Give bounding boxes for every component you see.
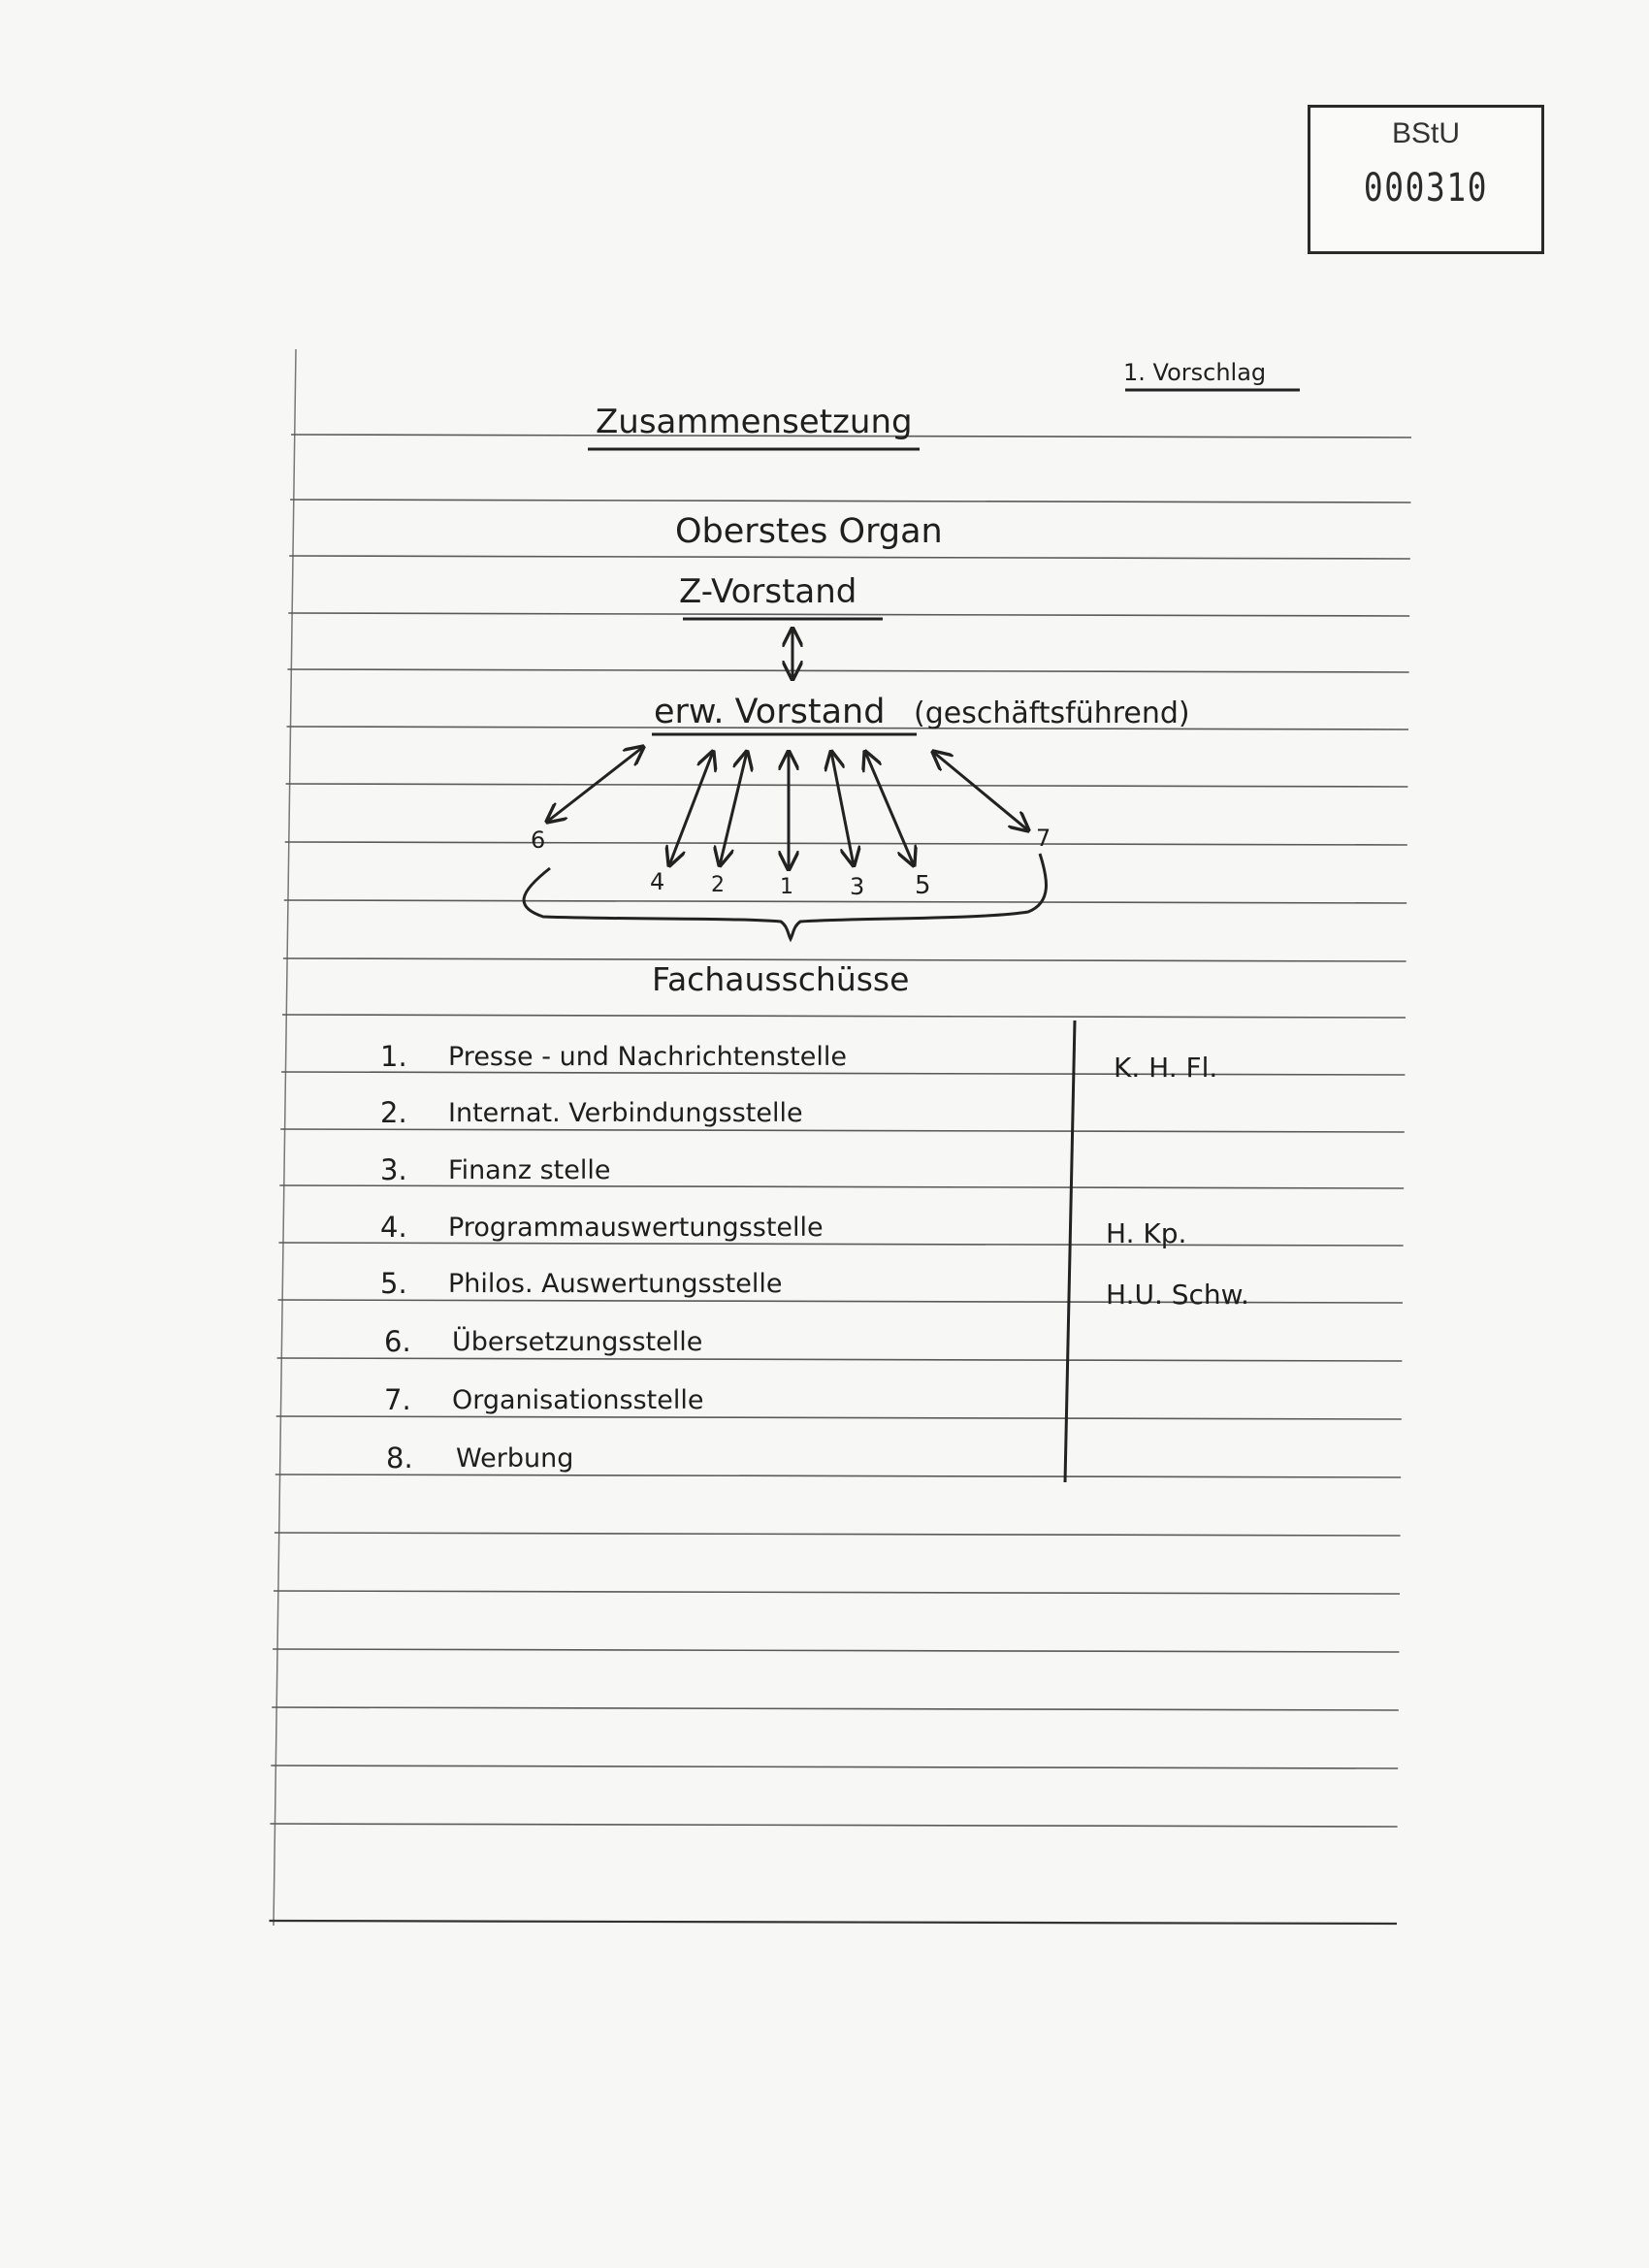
item-label: Philos. Auswertungsstelle (448, 1269, 783, 1299)
archive-stamp (1308, 105, 1544, 254)
ruled-line (273, 1649, 1399, 1652)
item-number: 7. (384, 1383, 411, 1416)
item-number: 3. (380, 1153, 407, 1186)
ruled-line (279, 1185, 1404, 1188)
item-label: Internat. Verbindungsstelle (448, 1098, 803, 1128)
item-label: Presse - und Nachrichtenstelle (448, 1042, 847, 1072)
ruled-line (277, 1358, 1403, 1361)
stamp-number: 000310 (1363, 166, 1489, 211)
extended-board-note: (geschäftsführend) (914, 697, 1190, 730)
item-number: 6. (384, 1325, 411, 1358)
proposal-label: 1. Vorschlag (1123, 359, 1267, 386)
item-label: Organisationsstelle (452, 1385, 704, 1415)
diagram-number: 5 (915, 871, 931, 900)
ruled-line (284, 900, 1406, 903)
item-label: Finanz stelle (448, 1155, 611, 1185)
item-label: Programmauswertungsstelle (448, 1213, 824, 1243)
item-label: Übersetzungsstelle (452, 1327, 703, 1357)
diagram-number: 4 (650, 868, 665, 895)
ruled-line (286, 784, 1408, 787)
extended-board-label: erw. Vorstand (654, 693, 886, 731)
item-number: 8. (386, 1442, 413, 1474)
item-label: Werbung (456, 1443, 574, 1474)
ruled-line (276, 1416, 1402, 1419)
diagram-number: 6 (531, 826, 546, 854)
ruled-line (289, 556, 1410, 559)
diagram-number: 3 (850, 873, 865, 900)
ruled-line (290, 500, 1410, 502)
item-number: 4. (380, 1211, 407, 1244)
ruled-line (280, 1129, 1405, 1132)
ruled-line (272, 1707, 1399, 1710)
committees-title: Fachausschüsse (652, 960, 910, 998)
item-number: 5. (380, 1267, 407, 1300)
diagram-number: 7 (1036, 825, 1051, 852)
ruled-line (281, 1072, 1405, 1075)
ruled-line (271, 1766, 1398, 1768)
ruled-line (270, 1824, 1397, 1827)
ruled-line (274, 1591, 1400, 1594)
ruled-line (287, 669, 1408, 672)
z-vorstand-label: Z-Vorstand (679, 572, 857, 611)
item-responsible: K. H. Fl. (1114, 1052, 1218, 1084)
document-heading: Zusammensetzung (596, 403, 913, 441)
ruled-line (275, 1533, 1401, 1536)
item-responsible: H.U. Schw. (1106, 1279, 1249, 1311)
item-number: 1. (380, 1040, 407, 1073)
diagram-number: 1 (780, 875, 793, 899)
ruled-line (288, 613, 1409, 616)
ruled-line (285, 842, 1407, 845)
ruled-line (270, 1921, 1398, 1924)
ruled-line (275, 1474, 1401, 1477)
top-organ-label: Oberstes Organ (675, 512, 943, 551)
stamp-organization: BStU (1391, 117, 1461, 149)
item-responsible: H. Kp. (1106, 1217, 1187, 1249)
diagram-number: 2 (711, 873, 725, 897)
ruled-line (278, 1243, 1403, 1246)
item-number: 2. (380, 1096, 407, 1129)
ruled-line (282, 1015, 1406, 1018)
